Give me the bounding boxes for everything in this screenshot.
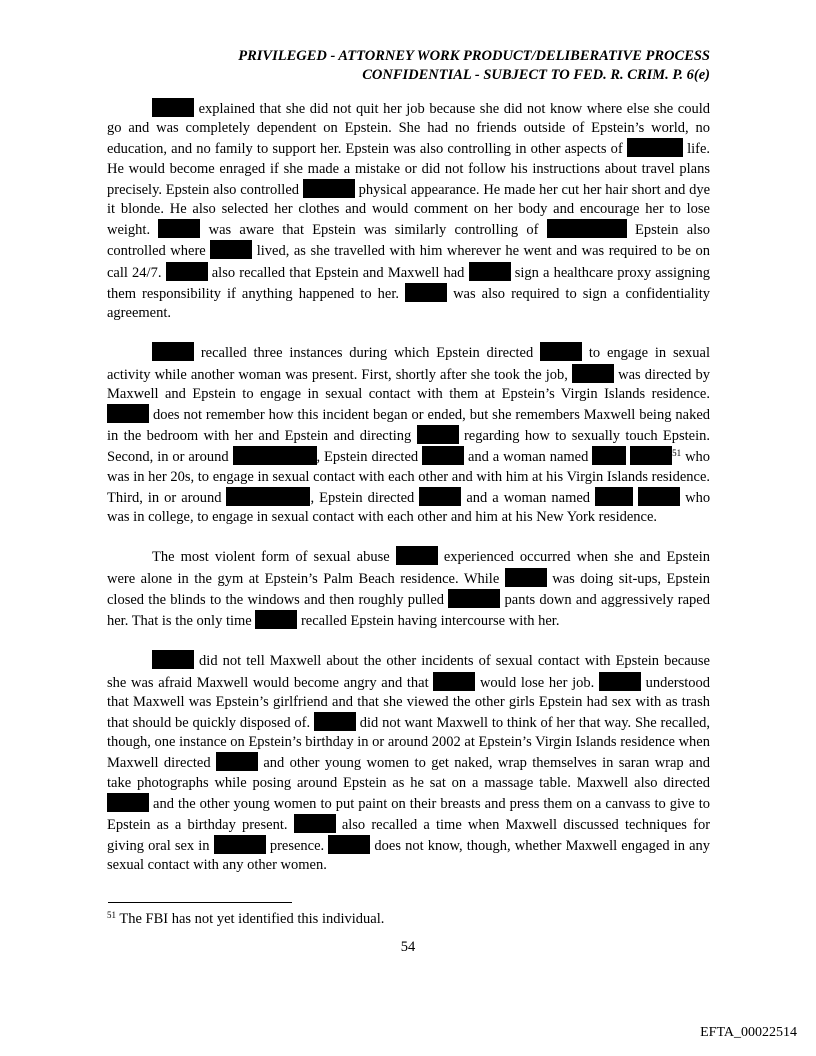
redaction xyxy=(448,589,500,608)
text-run: pants down and aggressively raped her. That is the only time xyxy=(107,591,710,630)
redaction xyxy=(226,487,310,506)
text-run: understood that Maxwell was Epstein’s girlfriend and that she viewed the other girls Epstein had sex with as trash that should be quickly disposed of. xyxy=(107,674,711,732)
text-run: , Epstein directed xyxy=(316,449,419,466)
paragraph-1 xyxy=(107,98,710,323)
redaction xyxy=(417,425,459,444)
footnote-text: The FBI has not yet identified this individual. xyxy=(119,911,385,927)
redaction xyxy=(630,446,672,465)
text-run: who was in her 20s, to engage in sexual contact with each other and with him at his Virgin Islands residence. Third, in or around xyxy=(107,449,711,506)
redaction xyxy=(469,262,511,281)
text-run: experienced occurred when she and Epstein were alone in the gym at Epstein’s Palm Beach residence. While xyxy=(107,549,711,587)
header-line-1: PRIVILEGED - ATTORNEY WORK PRODUCT/DELIBERATIVE PROCESS xyxy=(238,48,710,64)
redaction xyxy=(294,814,336,833)
redaction xyxy=(107,793,149,812)
redaction xyxy=(405,283,447,302)
footnote-reference: 51 xyxy=(672,448,682,459)
text-run: and other young women to get naked, wrap themselves in saran wrap and take photographs while posing around Epstein as he sat on a massage table. Maxwell also directed xyxy=(107,755,710,791)
redaction xyxy=(595,487,633,506)
text-run: who was in college, to engage in sexual contact with each other and him at his New York residence. xyxy=(107,489,711,526)
text-run: does not remember how this incident began or ended, but she remembers Maxwell being naked in the bedroom with her and Epstein and directing xyxy=(107,407,711,445)
redaction xyxy=(303,179,355,198)
redaction xyxy=(152,650,194,669)
text-run: does not know, though, whether Maxwell engaged in any sexual contact with any other women. xyxy=(107,838,711,874)
footnote-number: 51 xyxy=(107,910,116,920)
text-run: life. He would become enraged if she made a mistake or did not follow his instructions about travel plans precisely. Epstein also controlled xyxy=(107,141,711,198)
redaction xyxy=(396,546,438,565)
text-run: was also required to sign a confidentiality agreement. xyxy=(107,285,710,322)
text-run: regarding how to sexually touch Epstein. Second, in or around xyxy=(107,428,711,466)
redaction xyxy=(547,219,627,238)
redaction xyxy=(422,446,464,465)
text-run: presence. xyxy=(269,838,325,855)
text-run: to engage in sexual activity while another woman was present. First, shortly after she took the job, xyxy=(107,345,711,383)
redaction xyxy=(540,342,582,361)
redaction xyxy=(152,342,194,361)
text-run: was doing sit-ups, Epstein closed the blinds to the windows and then roughly pulled xyxy=(107,570,711,608)
document-id: EFTA_00022514 xyxy=(700,1025,797,1040)
text-run: also recalled that Epstein and Maxwell had xyxy=(211,264,465,281)
text-run: recalled three instances during which Epstein directed xyxy=(200,345,534,362)
header-line-2: CONFIDENTIAL - SUBJECT TO FED. R. CRIM. P. 6(e) xyxy=(362,67,710,83)
text-run: and the other young women to put paint on their breasts and press them on a canvass to give to Epstein as a birthday present. xyxy=(107,795,711,834)
redaction xyxy=(214,835,266,854)
privilege-header xyxy=(108,47,710,85)
text-run: The most violent form of sexual abuse xyxy=(152,549,390,566)
paragraph-2 xyxy=(107,342,710,527)
redaction xyxy=(572,364,614,383)
redaction xyxy=(158,219,200,238)
text-run: Epstein also controlled where xyxy=(107,222,711,260)
redaction xyxy=(216,752,258,771)
redaction xyxy=(638,487,680,506)
paragraph-3 xyxy=(107,546,710,631)
footnote-51 xyxy=(107,910,710,929)
redaction xyxy=(152,98,194,117)
footnote-separator xyxy=(108,902,292,903)
redaction xyxy=(314,712,356,731)
text-run: did not tell Maxwell about the other incidents of sexual contact with Epstein because she was afraid Maxwell would become angry and that xyxy=(107,653,710,691)
redaction xyxy=(433,672,475,691)
text-run: was directed by Maxwell and Epstein to engage in sexual contact with them at Epstein’s Virgin Islands residence. xyxy=(107,366,711,402)
text-run: recalled Epstein having intercourse with her. xyxy=(300,613,560,630)
redaction xyxy=(328,835,370,854)
document-body xyxy=(107,98,710,895)
redaction xyxy=(599,672,641,691)
redaction xyxy=(107,404,149,423)
text-run: explained that she did not quit her job because she did not know where else she could go and was completely dependent on Epstein. She had no friends outside of Epstein’s world, no education, and no family to support her. Epstein was also controlling in other aspects of xyxy=(107,101,710,158)
text-run: and a woman named xyxy=(467,449,589,466)
text-run: and a woman named xyxy=(466,489,591,506)
paragraph-4 xyxy=(107,650,710,875)
redaction xyxy=(627,138,683,157)
text-run: sign a healthcare proxy assigning them responsibility if anything happened to her. xyxy=(107,264,711,302)
redaction xyxy=(166,262,208,281)
redaction xyxy=(233,446,317,465)
text-run: did not want Maxwell to think of her that way. She recalled, though, one instance on Epstein’s birthday in or around 2002 at Epstein’s Virgin Islands residence when Maxwell directed xyxy=(107,715,711,772)
text-run: lived, as she travelled with him wherever he went and was required to be on call 24/7. xyxy=(107,243,711,281)
redaction xyxy=(419,487,461,506)
text-run: was aware that Epstein was similarly controlling of xyxy=(208,222,539,239)
redaction xyxy=(505,568,547,587)
redaction xyxy=(255,610,297,629)
text-run: , Epstein directed xyxy=(310,489,415,506)
text-run: also recalled a time when Maxwell discussed techniques for giving oral sex in xyxy=(107,817,711,855)
text-run: would lose her job. xyxy=(479,674,595,691)
redaction xyxy=(592,446,626,465)
redaction xyxy=(210,240,252,259)
text-run: physical appearance. He made her cut her hair short and dye it blonde. He also selected her clothes and would comment on her body and encourage her to lose weight. xyxy=(107,181,711,239)
page-number: 54 xyxy=(400,939,416,955)
